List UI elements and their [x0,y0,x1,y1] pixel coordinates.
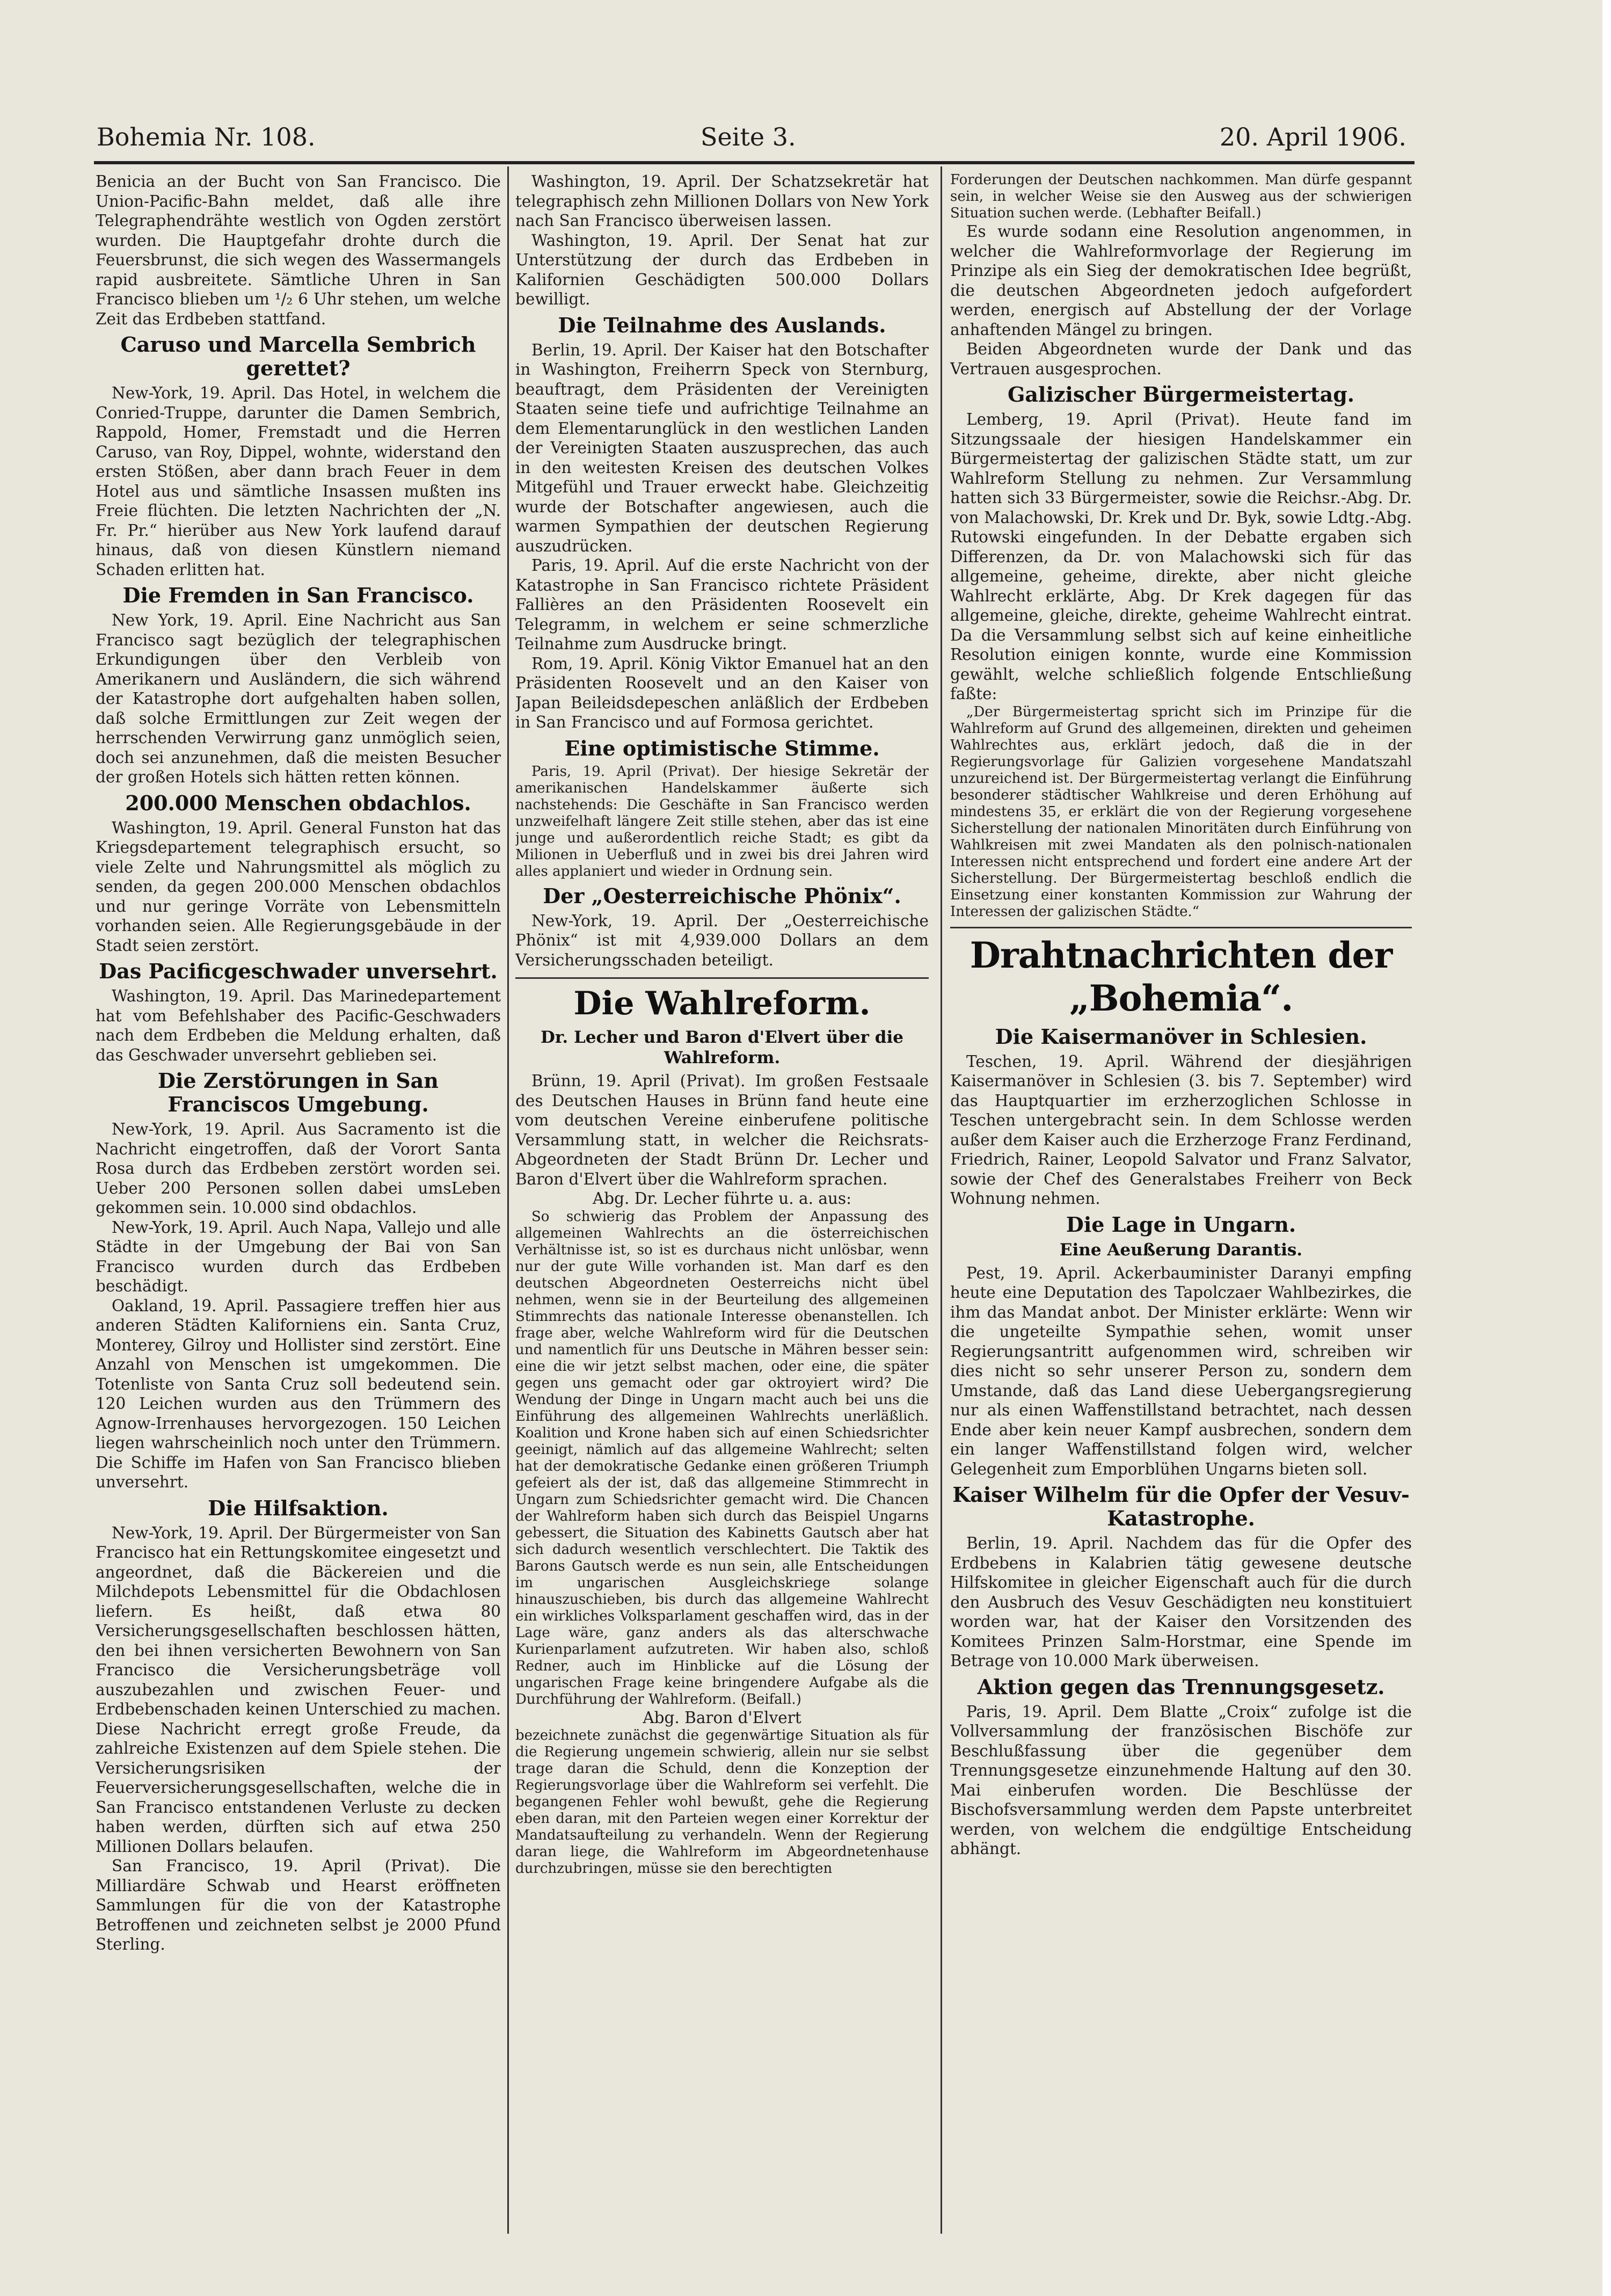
article-pacificgeschwader: Washington, 19. April. Das Marinedepartement hat vom Befehlshaber des Pacific-Geschwaders nach dem Erdbeben die Meldung erhalten, daß das Geschwader unversehrt geblieben sei. [96,987,501,1064]
speaker-delvert: Abg. Baron d'Elvert [643,1708,801,1727]
article-teilnahme-paris: Paris, 19. April. Auf die erste Nachricht von der Katastrophe in San Francisco richtete Präsident Fallières an den Präsidenten Roosevelt ein Telegramm, in welchem er seine schmerzliche Teilnahme zum Ausdrucke bringt. [515,556,929,653]
article-intro: Benicia an der Bucht von San Francisco. Die Union-Pacific-Bahn meldet, daß alle ihre Telegraphendrähte westlich von Ogden zerstört wurden. Die Hauptgefahr drohte durch die Feuersbrunst, die sich wegen des Wassermangels rapid ausbreitete. Sämtliche Uhren in San Francisco blieben um ¹/₂ 6 Uhr stehen, um welche Zeit das Erdbeben stattfand. [96,172,501,328]
article-schatzsekretaer: Washington, 19. April. Der Schatzsekretär hat telegraphisch zehn Millionen Dollars von New York nach San Francisco überweisen lassen. [515,172,929,230]
headline-trennungsgesetz: Aktion gegen das Trennungsgesetz. [977,1674,1385,1699]
speaker-lecher: Abg. Dr. Lecher führte u. a. aus: [592,1189,852,1208]
speech-delvert: bezeichnete zunächst die gegenwärtige Situation als für die Regierung ungemein schwierig, allein nur sie selbst trage daran die Schuld, denn die Konzeption der Regierungsvorlage über die Wahlreform sei verfehlt. Die begangenen Fehler wohl bewußt, gehe die Regierung eben daran, mit den Parteien wegen einer Korrektur der Mandatsaufteilung zu verhandeln. Wenn der Regierung daran liege, die Wahlreform im Abgeordnetenhause durchzubringen, müsse sie den berechtigten [515,1727,929,1877]
page-header [86,122,1417,155]
headline-pacificgeschwader: Das Pacificgeschwader unversehrt. [99,959,498,983]
headline-caruso: Caruso und Marcella Sembrich gerettet? [120,332,476,380]
article-hilfsaktion-1: New-York, 19. April. Der Bürgermeister von San Francisco hat ein Rettungskomitee eingesetzt und angeordnet, daß die Bäckereien und die Milchdepots Lebensmittel für die Obdachlosen liefern. Es heißt, daß etwa 80 Versicherungsgesellschaften beschlossen hätten, den bei ihnen versicherten Bewohnern von San Francisco die Versicherungsbeträge voll auszubezahlen und zwischen Feuer- und Erdbebenschaden keinen Unterschied zu machen. Diese Nachricht erregt große Freude, da zahlreiche Existenzen auf dem Spiele stehen. Die Versicherungsrisiken der Feuerversicherungsgesellschaften, welche die in San Francisco entstandenen Verluste zu decken haben werden, dürften sich auf etwa 250 Millionen Dollars belaufen. [96,1523,501,1856]
article-hilfsaktion-2: San Francisco, 19. April (Privat). Die Milliardäre Schwab und Hearst eröffneten Sammlungen für die von der Katastrophe Betroffenen und zeichneten selbst je 2000 Pfund Sterling. [96,1857,501,1953]
headline-fremden: Die Fremden in San Francisco. [122,583,474,607]
article-fremden: New York, 19. April. Eine Nachricht aus San Francisco sagt bezüglich der telegraphischen Erkundigungen über den Verbleib von Amerikanern und Ausländern, die sich während der Katastrophe dort aufgehalten haben sollen, daß solche Ermittlungen zur Zeit wegen der herrschenden Verwirrung ganz unmöglich seien, doch sei anzunehmen, daß die meisten Besucher der großen Hotels sich hätten retten können. [96,611,501,786]
issue-date: 20. April 1906. [1219,122,1406,151]
headline-obdachlos: 200.000 Menschen obdachlos. [125,790,471,815]
article-wahlreform-bruenn: Brünn, 19. April (Privat). Im großen Festsaale des Deutschen Hauses in Brünn fand heute eine vom deutschen Vereine einberufene politische Versammlung statt, in welcher die Reichsrats-Abgeordneten der Stadt Brünn Dr. Lecher und Baron d'Elvert über die Wahlreform sprachen. [515,1072,929,1188]
headline-wahlreform: Die Wahlreform. [573,985,871,1022]
article-teilnahme-rom: Rom, 19. April. König Viktor Emanuel hat an den Präsidenten Roosevelt und an den Kaiser von Japan Beileidsdepeschen anläßlich der Erdbeben in San Francisco und auf Formosa gerichtet. [515,654,929,731]
article-zerstoerungen-1: New-York, 19. April. Aus Sacramento ist die Nachricht eingetroffen, daß der Vorort Santa Rosa durch das Erdbeben zerstört worden sei. Ueber 200 Personen sollen dabei umsLeben gekommen sein. 10.000 sind obdachlos. [96,1120,501,1217]
banner-drahtnachrichten: Drahtnachrichten der „Bohemia“. [969,934,1393,1019]
article-obdachlos: Washington, 19. April. General Funston hat das Kriegsdepartement telegraphisch ersucht, so viele Zelte und Nahrungsmittel als möglich zu senden, da gegen 200.000 Menschen obdachlos und nur geringe Vorräte von Lebensmitteln vorhanden seien. Alle Regierungsgebäude in der Stadt seien zerstört. [96,818,501,955]
headline-zerstoerungen: Die Zerstörungen in San Franciscos Umgebung. [158,1069,439,1116]
headline-phoenix: Der „Oesterreichische Phönix“. [543,883,901,908]
headline-hilfsaktion: Die Hilfsaktion. [208,1495,389,1520]
column-divider-1 [507,166,509,2234]
page-number: Seite 3. [701,122,796,151]
scan-margin [1602,0,1611,2296]
headline-teilnahme: Die Teilnahme des Auslands. [558,313,886,337]
masthead-issue: Bohemia Nr. 108. [97,122,316,151]
article-resolution: Es wurde sodann eine Resolution angenommen, in welcher die Wahlreformvorlage der Regierung im Prinzipe als ein Sieg der demokratischen Idee begrüßt, die deutschen Abgeordneten jedoch aufgefordert werden, energisch auf Abstellung der der Vorlage anhaftenden Mängel zu bringen. [950,222,1412,339]
headline-kaiser-wilhelm: Kaiser Wilhelm für die Opfer der Vesuv-Katastrophe. [952,1483,1410,1530]
article-caruso: New-York, 19. April. Das Hotel, in welchem die Conried-Truppe, darunter die Damen Sembrich, Rappold, Homer, Fremstadt und die Herren Caruso, van Roy, Dippel, wohnte, widerstand den ersten Stößen, aber dann brach Feuer in dem Hotel aus und sämtliche Insassen mußten ins Freie flüchten. Die letzten Nachrichten der „N. Fr. Pr.“ hierüber aus New York laufend darauf hinaus, daß von diesen Künstlern niemand Schaden erlitten hat. [96,384,501,579]
headline-optimistische-stimme: Eine optimistische Stimme. [564,736,880,760]
article-zerstoerungen-3: Oakland, 19. April. Passagiere treffen hier aus anderen Städten Kaliforniens ein. Santa Cruz, Monterey, Gilroy und Hollister sind zerstört. Eine Anzahl von Menschen ist umgekommen. Die Totenliste von Santa Cruz soll bedeutend sein. 120 Leichen wurden aus den Trümmern des Agnow-Irrenhauses hervorgezogen. 150 Leichen liegen wahrscheinlich noch unter den Trümmern. Die Schiffe im Hafen von San Francisco blieben unversehrt. [96,1296,501,1491]
article-ungarn: Pest, 19. April. Ackerbauminister Daranyi empfing heute eine Deputation des Tapolczaer Wahlbezirkes, die ihm das Mandat anbot. Der Minister erklärte: Wenn wir die ungeteilte Sympathie sehen, womit unser Regierungsantritt aufgenommen wird, schreiben wir dies nicht so sehr unserer Person zu, sondern dem Umstande, daß das Land diese Uebergangsregierung nur als einen Waffenstillstand betrachtet, nach dessen Ende aber kein neuer Kampf ausbrechen, sondern dem ein langer Waffenstillstand folgen wird, welcher Gelegenheit zum Emporblühen Ungarns bieten soll. [950,1263,1412,1478]
headline-ungarn: Die Lage in Ungarn. [1066,1212,1296,1237]
subheadline-ungarn: Eine Aeußerung Darantis. [1059,1240,1303,1260]
article-dank: Beiden Abgeordneten wurde der Dank und das Vertrauen ausgesprochen. [950,340,1412,378]
article-zerstoerungen-2: New-York, 19. April. Auch Napa, Vallejo und alle Städte in der Umgebung der Bai von San Francisco wurden durch das Erdbeben beschädigt. [96,1218,501,1295]
column-2 [515,172,929,2159]
article-phoenix: New-York, 19. April. Der „Oesterreichische Phönix“ ist mit 4,939.000 Dollars an dem Versicherungsschaden beteiligt. [515,911,929,969]
speech-lecher: So schwierig das Problem der Anpassung des allgemeinen Wahlrechts an die österreichischen Verhältnisse ist, so ist es durchaus nicht unlösbar, wenn nur der gute Wille vorhanden ist. Man darf es den deutschen Abgeordneten Oesterreichs nicht übel nehmen, wenn sie in der Beurteilung des allgemeinen Stimmrechts das nationale Interesse obenanstellen. Ich frage aber, welche Wahlreform wird für die Deutschen und namentlich für uns Deutsche in Mähren besser sein: eine die wir jetzt selbst machen, oder eine, die später gegen uns gemacht oder gar oktroyiert wird? Die Wendung der Dinge in Ungarn macht auch bei uns die Einführung des allgemeinen Wahlrechts unerläßlich. Koalition und Krone haben sich auf einen Schiedsrichter geeinigt, nämlich auf das allgemeine Wahlrecht; selten hat der demokratische Gedanke einen größeren Triumph gefeiert als der ist, daß das allgemeine Stimmrecht in Ungarn zum Schiedsrichter gemacht wird. Die Chancen der Wahlreform haben sich durch das Beispiel Ungarns gebessert, die Situation des Kabinetts Gautsch aber hat sich dadurch wesentlich verschlechtert. Die Taktik des Barons Gautsch werde es nun sein, alle Entscheidungen im ungarischen Ausgleichskriege solange hinauszuschieben, bis durch das allgemeine Wahlrecht ein wirkliches Volksparlament geschaffen wird, das in der Lage wäre, ganz anders als das alterschwache Kurienparlament aufzutreten. Wir haben also, schloß Redner, auch im Hinblicke auf die Lösung der ungarischen Frage keine bringendere Aufgabe als die Durchführung der Wahlreform. (Beifall.) [515,1208,929,1708]
article-kaiser-wilhelm: Berlin, 19. April. Nachdem das für die Opfer des Erdbebens in Kalabrien tätig gewesene deutsche Hilfskomitee in gleicher Eigenschaft auch für die durch den Ausbruch des Vesuv Geschädigten neu konstituiert worden war, hat der Kaiser den Vorsitzenden des Komitees Prinzen Salm-Horstmar, eine Spende im Betrage von 10.000 Mark überweisen. [950,1534,1412,1670]
section-rule-drahtnachrichten [950,927,1412,928]
article-kaisermanoever: Teschen, 19. April. Während der diesjährigen Kaisermanöver in Schlesien (3. bis 7. September) wird das Hauptquartier im erzherzoglichen Schlosse in Teschen untergebracht sein. In dem Schlosse werden außer dem Kaiser auch die Erzherzoge Franz Ferdinand, Friedrich, Rainer, Leopold Salvator und Franz Salvator, sowie der Chef des Generalstabes Freiherr von Beck Wohnung nehmen. [950,1052,1412,1208]
headline-buergermeistertag: Galizischer Bürgermeistertag. [1007,382,1355,406]
header-rule [94,161,1415,164]
article-trennungsgesetz: Paris, 19. April. Dem Blatte „Croix“ zufolge ist die Vollversammlung der französischen Bischöfe zur Beschlußfassung über die gegenüber dem Trennungsgesetze einzunehmende Haltung auf den 30. Mai einberufen worden. Die Beschlüsse der Bischofsversammlung werden dem Papste unterbreitet werden, von welchem die endgültige Entscheidung abhängt. [950,1702,1412,1858]
subheadline-wahlreform: Dr. Lecher und Baron d'Elvert über die Wahlreform. [541,1028,903,1067]
column-divider-2 [941,166,942,2234]
speech-delvert-continued: Forderungen der Deutschen nachkommen. Man dürfe gespannt sein, in welcher Weise sie den Ausweg aus der schwierigen Situation suchen werde. (Lebhafter Beifall.) [950,172,1412,221]
article-teilnahme-berlin: Berlin, 19. April. Der Kaiser hat den Botschafter in Washington, Freiherrn Speck von Sternburg, beauftragt, dem Präsidenten der Vereinigten Staaten seine tiefe und aufrichtige Teilnahme an dem Elementarunglück in den westlichen Landen der Vereinigten Staaten auszusprechen, das auch in den weitesten Kreisen des deutschen Volkes Mitgefühl und Trauer erweckt habe. Gleichzeitig wurde der Botschafter angewiesen, auch die warmen Sympathien der deutschen Regierung auszudrücken. [515,340,929,555]
quote-entschliessung: „Der Bürgermeistertag spricht sich im Prinzipe für die Wahlreform auf Grund des allgemeinen, direkten und geheimen Wahlrechtes aus, erklärt jedoch, daß die in der Regierungsvorlage für Galizien vorgesehene Mandatszahl unzureichend ist. Der Bürgermeistertag verlangt die Einführung besonderer städtischer Wahlkreise und deren Erhöhung auf mindestens 35, er erklärt die von der Regierung vorgesehene Sicherstellung der nationalen Minoritäten durch Einführung von Wahlkreisen mit zwei Mandaten als den polnisch-nationalen Interessen nicht entsprechend und fordert eine andere Art der Sicherstellung. Der Bürgermeistertag beschloß endlich die Einsetzung einer konstanten Kommission zur Wahrung der Interessen der galizischen Städte.“ [950,703,1412,920]
column-3 [950,172,1412,2159]
article-optimistische-stimme: Paris, 19. April (Privat). Der hiesige Sekretär der amerikanischen Handelskammer äußerte sich nachstehends: Die Geschäfte in San Francisco werden unzweifelhaft längere Zeit stille stehen, aber das ist eine junge und außerordentlich reiche Stadt; es gibt da Milionen in Ueberfluß und in zwei bis drei Jahren wird alles applaniert und wieder in Ordnung sein. [515,763,929,880]
article-senat: Washington, 19. April. Der Senat hat zur Unterstützung der durch das Erdbeben in Kalifornien Geschädigten 500.000 Dollars bewilligt. [515,231,929,308]
article-buergermeistertag: Lemberg, 19. April (Privat). Heute fand im Sitzungssaale der hiesigen Handelskammer ein Bürgermeistertag der galizischen Städte statt, um zur Wahlreform Stellung zu nehmen. Zur Versammlung hatten sich 33 Bürgermeister, sowie die Reichsr.-Abg. Dr. von Malachowski, Dr. Krek und Dr. Byk, sowie Ldtg.-Abg. Rutowski eingefunden. In der Debatte ergaben sich Differenzen, da Dr. von Malachowski sich für das allgemeine, geheime, direkte, aber nicht gleiche Wahlrecht erklärte, Abg. Dr Krek dagegen für das allgemeine, gleiche, direkte, geheime Wahlrecht eintrat. Da die Versammlung selbst sich auf keine einheitliche Resolution einigen konnte, wurde eine Kommission gewählt, welche schließlich folgende Entschließung faßte: [950,410,1412,703]
section-rule-wahlreform [515,977,929,979]
column-1 [96,172,501,2159]
headline-kaisermanoever: Die Kaisermanöver in Schlesien. [995,1024,1367,1049]
